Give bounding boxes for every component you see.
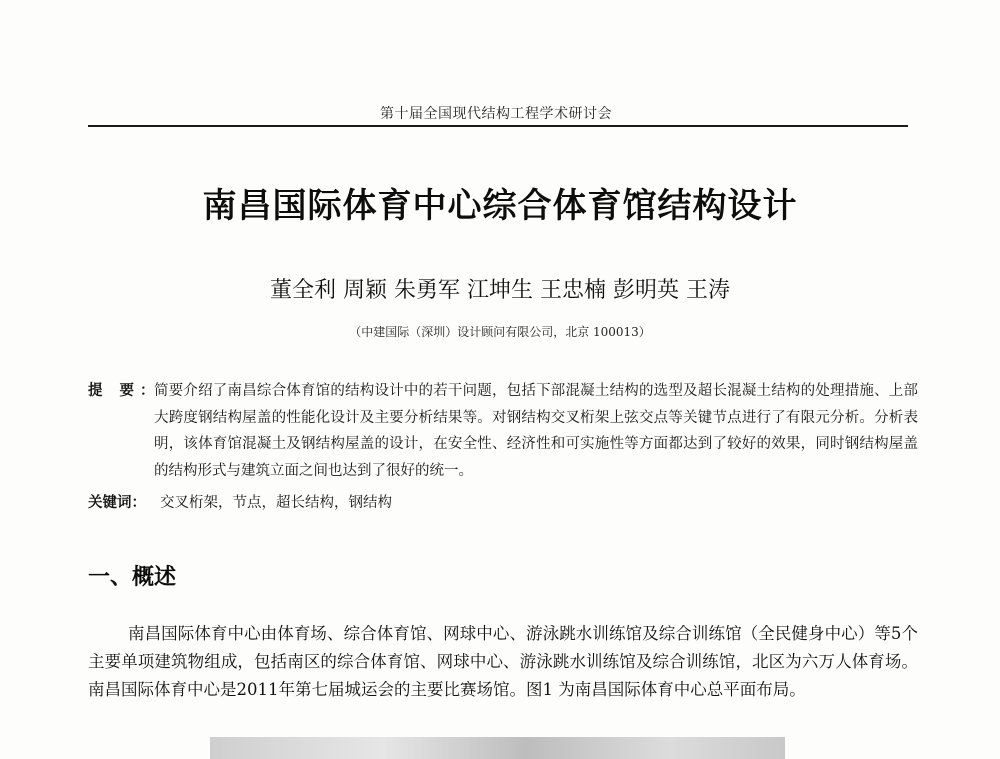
abstract-block xyxy=(88,378,918,484)
conference-header: 第十届全国现代结构工程学术研讨会 xyxy=(380,106,612,122)
paper-title: 南昌国际体育中心综合体育馆结构设计 xyxy=(202,186,798,226)
abstract-text: 简要介绍了南昌综合体育馆的结构设计中的若干问题，包括下部混凝土结构的选型及超长混凝土结构的处理措施、上部大跨度钢结构屋盖的性能化设计及主要分析结果等。对钢结构交叉桁架上弦交点等关键节点进行了有限元分析。分析表明，该体育馆混凝土及钢结构屋盖的设计，在安全性、经济性和可实施性等方面都达到了较好的效果，同时钢结构屋盖的结构形式与建筑立面之间也达到了很好的统一。 xyxy=(154,383,918,479)
affiliation: （中建国际（深圳）设计顾问有限公司，北京 100013） xyxy=(349,325,651,339)
abstract-label: 提 要： xyxy=(88,383,161,399)
header-rule xyxy=(88,125,908,127)
section-heading: 一、概述 xyxy=(88,565,177,590)
body-paragraph: 南昌国际体育中心由体育场、综合体育馆、网球中心、游泳跳水训练馆及综合训练馆（全民健身中心）等5个主要单项建筑物组成，包括南区的综合体育馆、网球中心、游泳跳水训练馆及综合训练馆，北区为六万人体育场。南昌国际体育中心是2011年第七届城运会的主要比赛场馆。图1 为南昌国际体育中心总平面布局。 xyxy=(88,624,918,699)
figure-image-top-edge xyxy=(210,737,785,759)
keywords-label: 关键词： xyxy=(88,495,146,511)
keywords-text: 交叉桁架，节点，超长结构，钢结构 xyxy=(160,495,392,511)
author-list: 董全利 周颖 朱勇军 江坤生 王忠楠 彭明英 王涛 xyxy=(270,278,730,303)
keywords-block xyxy=(88,491,918,512)
